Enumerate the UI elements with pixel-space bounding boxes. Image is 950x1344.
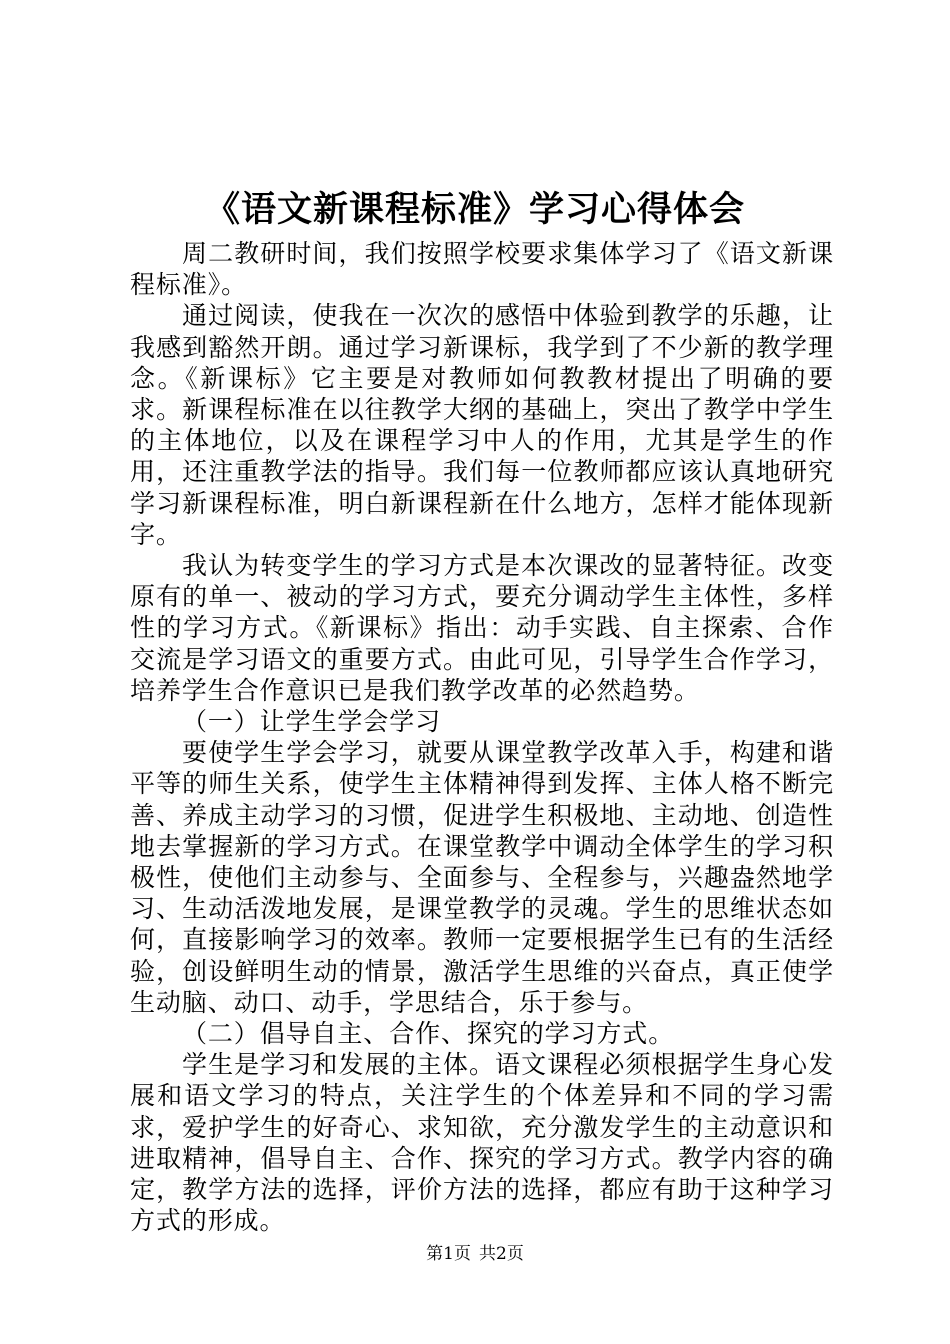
page-footer xyxy=(0,1242,950,1266)
section-heading-1: （一）让学生学会学习 xyxy=(182,707,442,737)
page-number: 第1页 xyxy=(426,1244,471,1264)
document-title: 《语文新课程标准》学习心得体会 xyxy=(204,189,745,230)
paragraph-learning-style: 我认为转变学生的学习方式是本次课改的显著特征。改变原有的单一、被动的学习方式，要充分调动学生主体性，多样性的学习方式。《新课标》指出：动手实践、自主探索、合作交流是学习语文的重要方式。由此可见，引导学生合作学习，培养学生合作意识已是我们教学改革的必然趋势。 xyxy=(130,551,834,705)
paragraph-reading: 通过阅读，使我在一次次的感悟中体验到教学的乐趣，让我感到豁然开朗。通过学习新课标，我学到了不少新的教学理念。《新课标》它主要是对教师如何教教材提出了明确的要求。新课程标准在以往教学大纲的基础上，突出了教学中学生的主体地位，以及在课程学习中人的作用，尤其是学生的作用，还注重教学法的指导。我们每一位教师都应该认真地研究学习新课程标准，明白新课程新在什么地方，怎样才能体现新字。 xyxy=(130,301,834,549)
document-body xyxy=(130,238,834,1237)
paragraph-intro: 周二教研时间，我们按照学校要求集体学习了《语文新课程标准》。 xyxy=(130,239,834,300)
page-total: 共2页 xyxy=(479,1244,524,1264)
paragraph-section-1: 要使学生学会学习，就要从课堂教学改革入手，构建和谐平等的师生关系，使学生主体精神得到发挥、主体人格不断完善、养成主动学习的习惯，促进学生积极地、主动地、创造性地去掌握新的学习方式。在课堂教学中调动全体学生的学习积极性，使他们主动参与、全面参与、全程参与，兴趣盎然地学习、生动活泼地发展，是课堂教学的灵魂。学生的思维状态如何，直接影响学习的效率。教师一定要根据学生已有的生活经验，创设鲜明生动的情景，激活学生思维的兴奋点，真正使学生动脑、动口、动手，学思结合，乐于参与。 xyxy=(130,738,834,1017)
section-heading-2: （二）倡导自主、合作、探究的学习方式。 xyxy=(182,1019,675,1049)
paragraph-section-2: 学生是学习和发展的主体。语文课程必须根据学生身心发展和语文学习的特点，关注学生的个体差异和不同的学习需求，爱护学生的好奇心、求知欲，充分激发学生的主动意识和进取精神，倡导自主、合作、探究的学习方式。教学内容的确定，教学方法的选择，评价方法的选择，都应有助于这种学习方式的形成。 xyxy=(130,1050,834,1236)
